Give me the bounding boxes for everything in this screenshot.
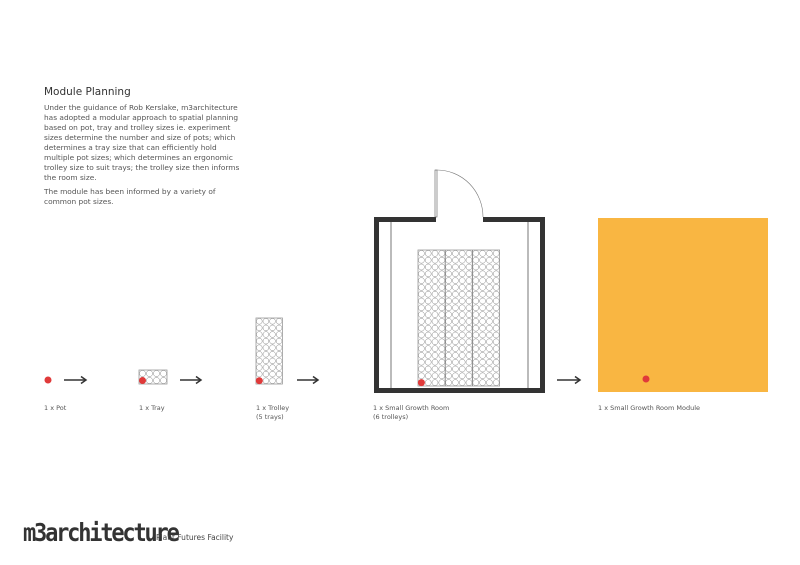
arrow-right-icon [557, 377, 580, 384]
tray-step [139, 370, 167, 384]
paragraph: The module has been informed by a variety of common pot sizes. [44, 187, 216, 206]
pot-marker [643, 376, 650, 383]
trolley-block [418, 250, 500, 386]
pot-marker [45, 377, 52, 384]
arrow-right-icon [297, 377, 318, 384]
pot-marker [256, 377, 263, 384]
logo: m3architecture [23, 519, 178, 548]
trolley-step [256, 318, 283, 384]
step-label-module: 1 x Small Growth Room Module [598, 404, 701, 412]
step-label-tray: 1 x Tray [139, 404, 165, 412]
module-block [598, 218, 768, 392]
trolley-outline [256, 318, 282, 384]
door-leaf [435, 170, 437, 217]
arrow-right-icon [64, 377, 86, 384]
page-title: Module Planning [44, 86, 131, 98]
pot-marker [418, 379, 425, 386]
room-trolleys [418, 250, 500, 386]
door-swing-arc [437, 170, 483, 217]
arrow-right-icon [180, 377, 201, 384]
project-name: Plant Futures Facility [156, 533, 234, 542]
pot-marker [139, 377, 146, 384]
step-label-trolley: 1 x Trolley (5 trays) [256, 404, 290, 421]
step-label-room: 1 x Small Growth Room (6 trolleys) [373, 404, 450, 421]
pot-step [45, 377, 52, 384]
paragraph: Under the guidance of Rob Kerslake, m3architecture has adopted a modular approach to spatial planning based on pot, tray and trolley sizes ie. experiment sizes determine the number and size of pots; which determines a tray size that can efficiently hold multiple pot sizes; which determines an ergonomic trolley size to suit trays; the trolley size then informs the room size. [44, 103, 240, 182]
step-label-pot: 1 x Pot [44, 404, 67, 412]
